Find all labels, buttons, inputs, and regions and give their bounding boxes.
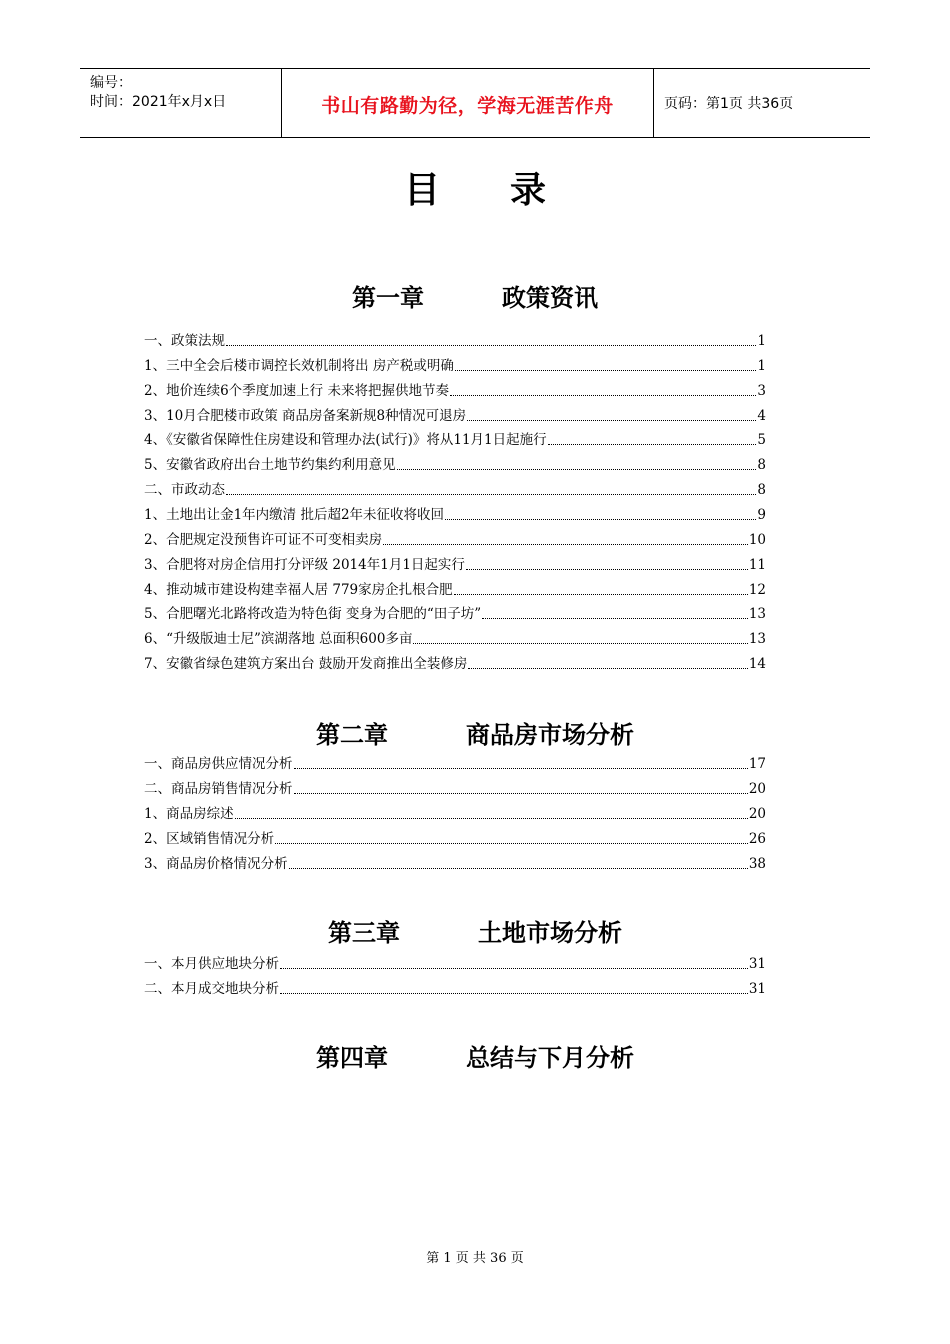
dot-leader (468, 668, 747, 669)
toc-entry-page: 14 (748, 656, 766, 673)
dot-leader (482, 618, 748, 619)
toc-entry[interactable] (144, 604, 766, 624)
toc-entry-title: 二、商品房销售情况分析 (144, 780, 293, 797)
dot-leader (289, 868, 748, 869)
toc-entry-title: 5、合肥曙光北路将改造为特色街 变身为合肥的“田子坊” (144, 606, 482, 623)
toc-entry-page: 38 (748, 855, 766, 872)
toc-entry-page: 17 (748, 756, 766, 772)
chapter-number: 第二章 (316, 721, 388, 749)
toc-entry[interactable] (144, 555, 766, 575)
toc-entry[interactable] (144, 381, 766, 401)
title-char-1: 目 (403, 169, 440, 211)
document-title (0, 162, 950, 213)
toc-entry[interactable] (144, 654, 766, 674)
toc-entry-title: 3、商品房价格情况分析 (144, 855, 288, 872)
toc-entry-page: 4 (757, 407, 766, 424)
toc-entry-title: 二、本月成交地块分析 (144, 980, 279, 997)
toc-entry[interactable] (144, 480, 766, 500)
toc-entry-page: 1 (757, 333, 766, 349)
toc-entry-page: 13 (748, 606, 766, 623)
toc-entry-title: 5、安徽省政府出台土地节约集约利用意见 (144, 457, 396, 474)
chapter-heading-1 (0, 278, 950, 313)
toc-entry[interactable] (144, 455, 766, 475)
dot-leader (294, 768, 748, 769)
toc-entry-page: 8 (757, 482, 766, 499)
page-header (80, 68, 870, 138)
toc-entry-page: 1 (757, 357, 766, 374)
dot-leader (275, 843, 748, 844)
toc-entry-title: 4、推动城市建设构建幸福人居 779家房企扎根合肥 (144, 581, 453, 598)
chapter-name: 土地市场分析 (478, 919, 622, 947)
chapter-name: 总结与下月分析 (466, 1044, 634, 1072)
toc-entry-title: 1、三中全会后楼市调控长效机制将出 房产税或明确 (144, 357, 454, 374)
header-page-cell (654, 69, 870, 137)
toc-entry-page: 3 (757, 382, 766, 399)
chapter-number: 第四章 (316, 1044, 388, 1072)
toc-entry-page: 9 (757, 506, 766, 523)
toc-entry-page: 10 (748, 531, 766, 548)
dot-leader (280, 993, 748, 994)
header-motto-cell (282, 69, 654, 137)
chapter-heading-4 (0, 1038, 950, 1073)
toc-entry-title: 2、地价连续6个季度加速上行 未来将把握供地节奏 (144, 382, 449, 399)
toc-entry-title: 一、政策法规 (144, 333, 225, 349)
chapter-heading-2 (0, 715, 950, 750)
dot-leader (413, 643, 747, 644)
toc-entry-title: 6、“升级版迪士尼”滨湖落地 总面积600多亩 (144, 631, 413, 648)
toc-entry-page: 13 (748, 631, 766, 648)
document-number-label: 编号： (90, 75, 132, 91)
dot-leader (226, 345, 756, 346)
toc-entry-title: 二、市政动态 (144, 482, 225, 499)
toc-entry-page: 31 (748, 956, 766, 972)
dot-leader (294, 793, 748, 794)
dot-leader (450, 395, 756, 396)
dot-leader (455, 370, 757, 371)
chapter-number: 第一章 (352, 284, 424, 312)
toc-entry[interactable] (144, 954, 766, 974)
toc-entry[interactable] (144, 754, 766, 774)
chapter-name: 商品房市场分析 (466, 721, 634, 749)
toc-entry-title: 一、商品房供应情况分析 (144, 756, 293, 772)
dot-leader (397, 469, 757, 470)
dot-leader (454, 594, 748, 595)
toc-entry-title: 1、商品房综述 (144, 805, 234, 822)
toc-entry-page: 31 (748, 980, 766, 997)
toc-entry[interactable] (144, 331, 766, 351)
toc-entry-title: 4、《安徽省保障性住房建设和管理办法(试行)》将从11月1日起施行 (144, 432, 547, 449)
dot-leader (466, 569, 748, 570)
dot-leader (383, 544, 748, 545)
toc-entry-title: 3、10月合肥楼市政策 商品房备案新规8种情况可退房 (144, 407, 467, 424)
dot-leader (548, 444, 757, 445)
chapter-heading-3 (0, 913, 950, 948)
toc-entry[interactable] (144, 430, 766, 450)
toc-entry-page: 11 (748, 556, 766, 573)
toc-entry-page: 5 (757, 432, 766, 449)
toc-entry-title: 7、安徽省绿色建筑方案出台 鼓励开发商推出全装修房 (144, 656, 468, 673)
toc-entry[interactable] (144, 629, 766, 649)
dot-leader (235, 818, 748, 819)
header-left-cell (80, 69, 282, 137)
toc-entry[interactable] (144, 829, 766, 849)
toc-entry-title: 2、合肥规定没预售许可证不可变相卖房 (144, 531, 383, 548)
toc-entry[interactable] (144, 505, 766, 525)
dot-leader (280, 968, 748, 969)
toc-entry[interactable] (144, 979, 766, 999)
toc-entry-page: 26 (748, 830, 766, 847)
document-time-label: 时间：2021年x月x日 (90, 94, 227, 110)
dot-leader (445, 519, 756, 520)
chapter-number: 第三章 (328, 919, 400, 947)
toc-entry-title: 一、本月供应地块分析 (144, 956, 279, 972)
toc-entry[interactable] (144, 779, 766, 799)
header-motto: 书山有路勤为径，学海无涯苦作舟 (321, 95, 614, 117)
toc-entry[interactable] (144, 406, 766, 426)
dot-leader (467, 420, 756, 421)
toc-entry-page: 20 (748, 805, 766, 822)
header-page-info: 页码：第1页 共36页 (664, 96, 794, 112)
toc-entry-page: 20 (748, 780, 766, 797)
toc-entry[interactable] (144, 804, 766, 824)
toc-entry-title: 2、区域销售情况分析 (144, 830, 275, 847)
toc-entry[interactable] (144, 356, 766, 376)
toc-entry-title: 3、合肥将对房企信用打分评级 2014年1月1日起实行 (144, 556, 465, 573)
page-footer: 第 1 页 共 36 页 (426, 1251, 524, 1266)
chapter-name: 政策资讯 (502, 284, 598, 312)
title-char-2: 录 (510, 169, 547, 211)
toc-entry[interactable] (144, 530, 766, 550)
toc-entry[interactable] (144, 854, 766, 874)
toc-entry-title: 1、土地出让金1年内缴清 批后超2年未征收将收回 (144, 506, 445, 523)
toc-entry[interactable] (144, 580, 766, 600)
toc-entry-page: 12 (748, 581, 766, 598)
dot-leader (226, 494, 756, 495)
toc-entry-page: 8 (757, 457, 766, 474)
